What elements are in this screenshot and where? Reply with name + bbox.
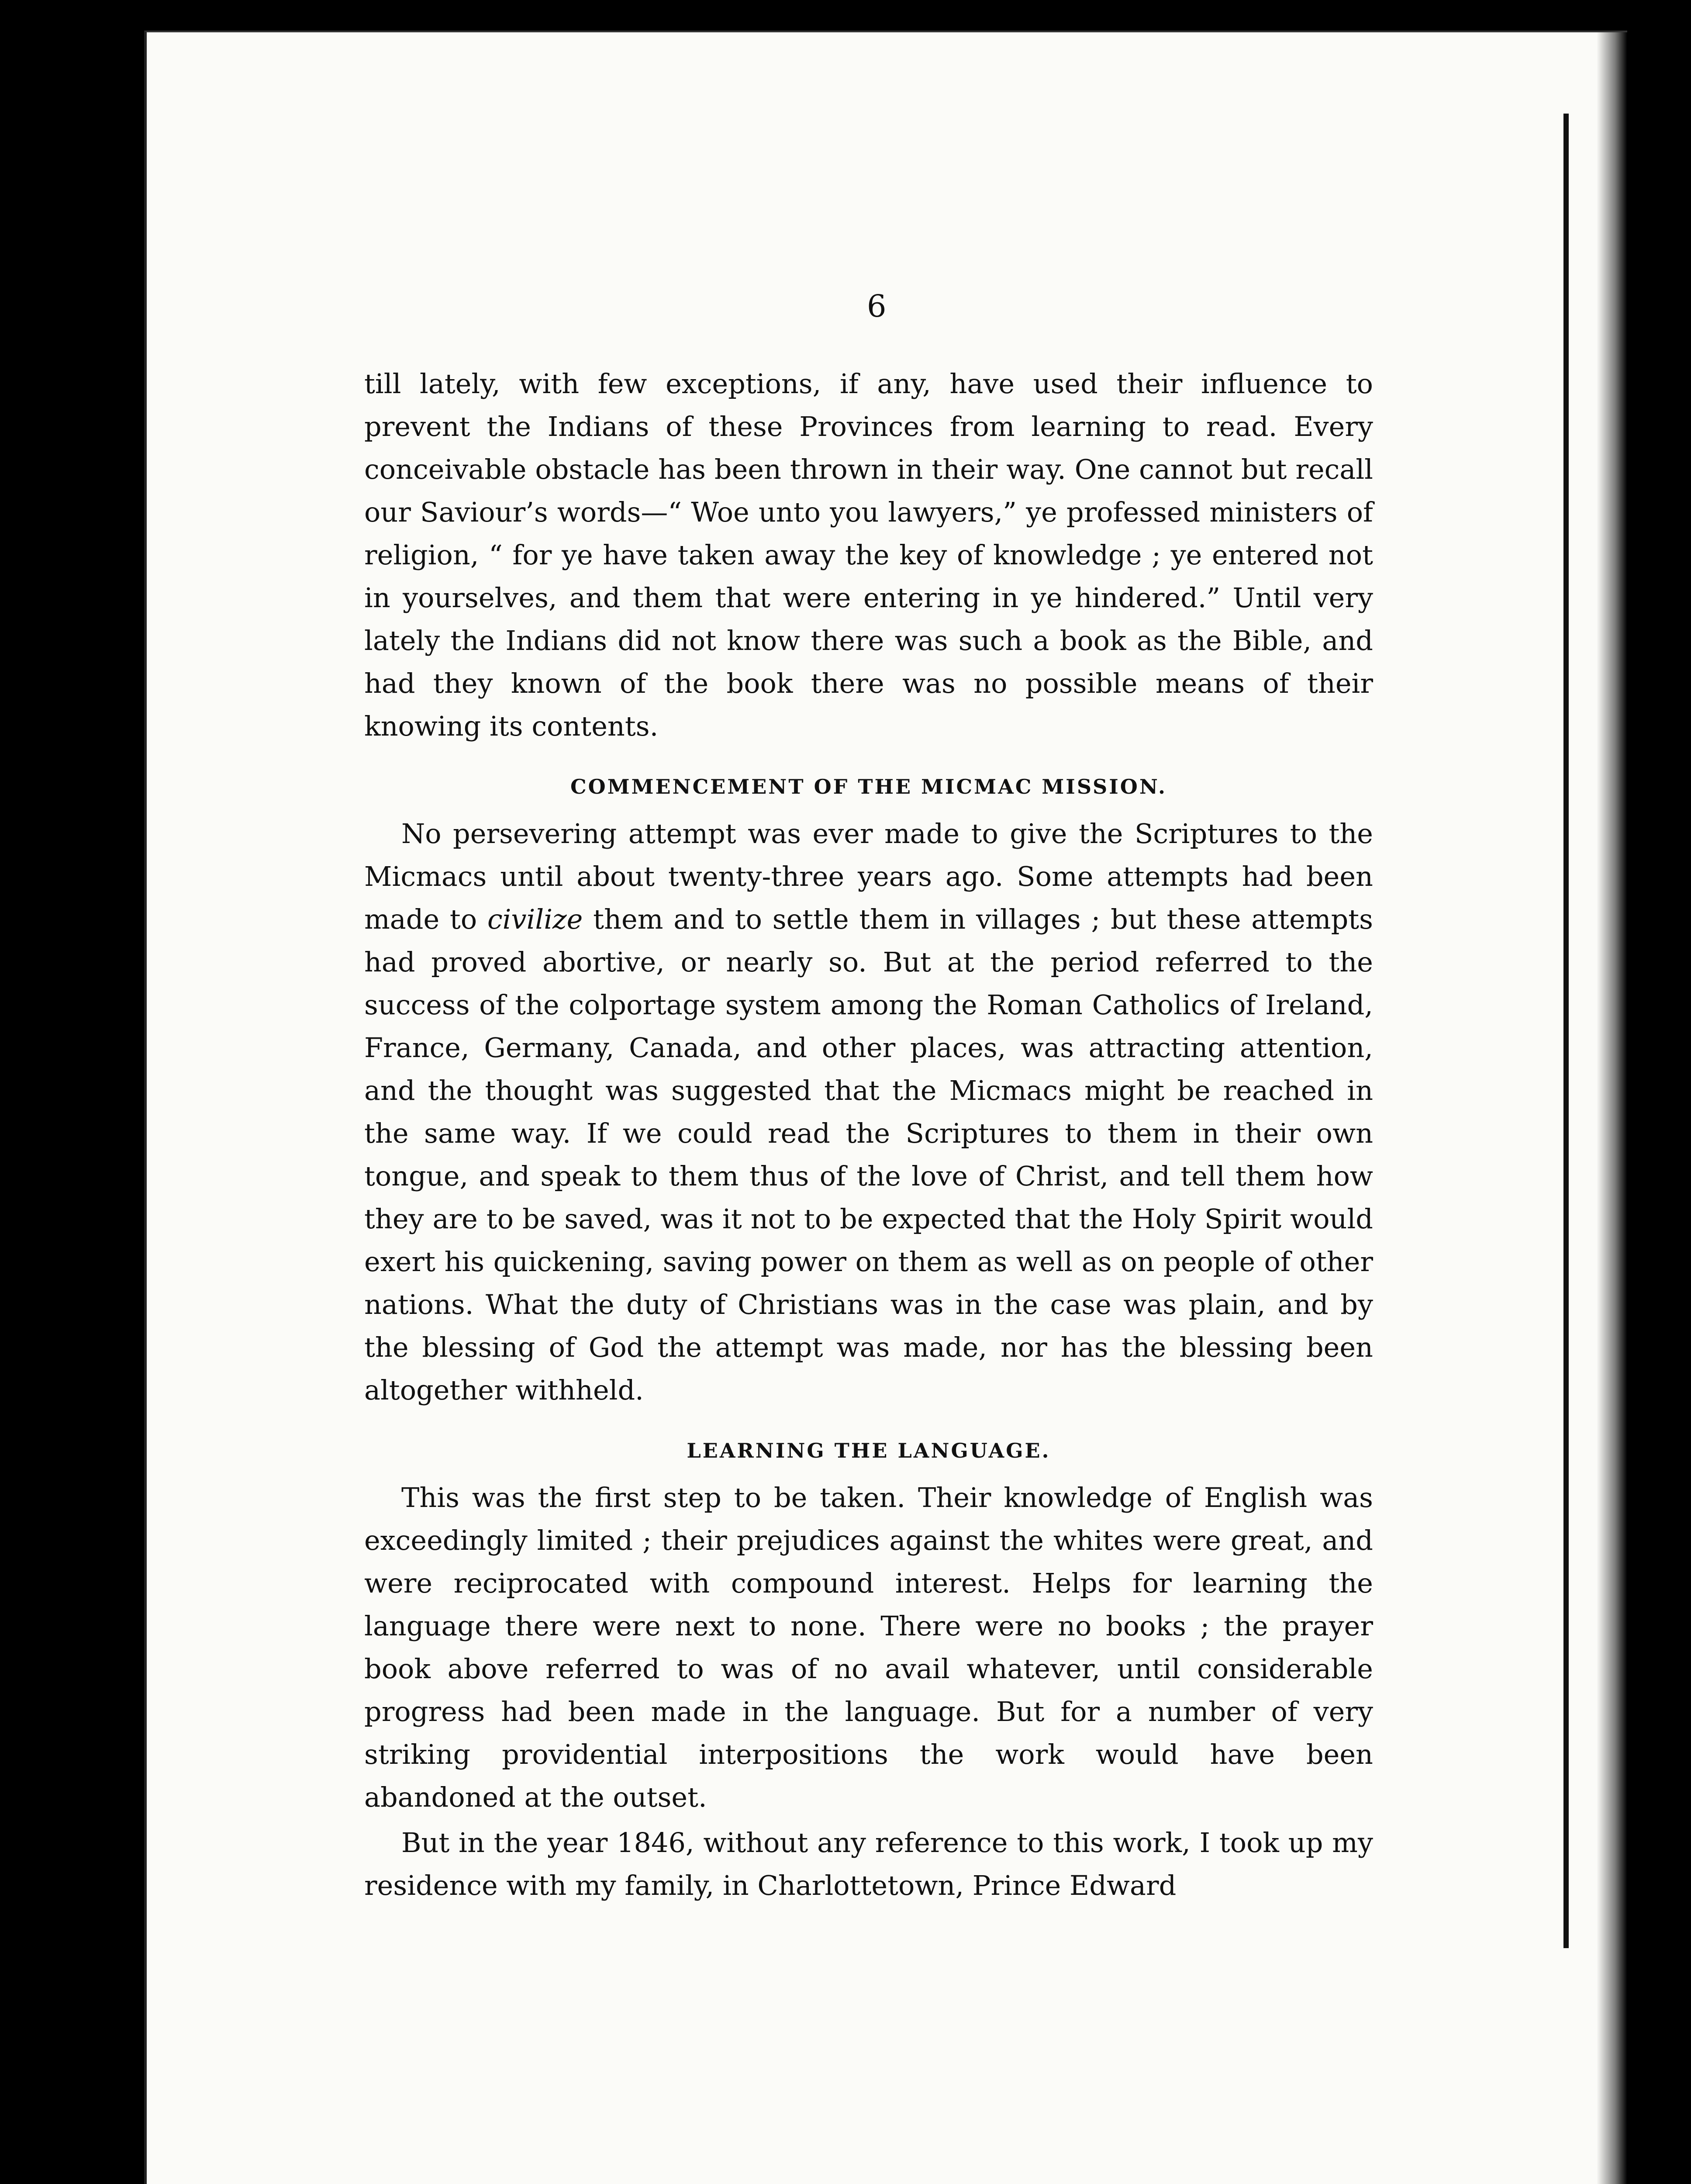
- emphasis-civilize: civilize: [487, 903, 583, 935]
- paragraph-1846: But in the year 1846, without any reference to this work, I took up my residence with my family, in Charlottetown, Prince Edward: [364, 1827, 1373, 1901]
- paragraph-mission: [364, 812, 1373, 1412]
- spine-edge: [1563, 114, 1569, 1948]
- paragraph-continuation: till lately, with few exceptions, if any, have used their influence to prevent the Indians of these Provinces from learning to read. Every conceivable obstacle has been thrown in their way. One cannot but recall our Saviour’s words—“ Woe unto you lawyers,” ye professed ministers of religion, “ for ye have taken away the key of knowledge ; ye entered not in yourselves, and them that were entering in ye hindered.” Until very lately the Indians did not know there was such a book as the Bible, and had they known of the book there was no possible means of their knowing its contents.: [364, 368, 1373, 742]
- spine-shadow: [1597, 32, 1627, 2184]
- section-heading-commencement: COMMENCEMENT OF THE MICMAC MISSION.: [570, 775, 1167, 798]
- body-text: [364, 363, 1373, 1907]
- section-heading-language: LEARNING THE LANGUAGE.: [687, 1439, 1051, 1462]
- page-number: 6: [867, 288, 887, 324]
- paragraph-language: This was the first step to be taken. Their knowledge of English was exceedingly limited ; their prejudices against the whites were great, and were reciprocated with compound interest. Helps for learning the language there were next to none. There were no books ; the prayer book above referred to was of no avail whatever, until considerable progress had been made in the language. But for a number of very striking providential interpositions the work would have been abandoned at the outset.: [364, 1482, 1373, 1813]
- paragraph-mission-part1: No persevering attempt was ever made to give the Scriptures to the Micmacs until about twenty-three years ago. Some attempts had been made to: [364, 818, 1373, 935]
- paragraph-mission-part2: them and to settle them in villages ; but these attempts had proved abortive, or nearly so. But at the period referred to the success of the colportage system among the Roman Catholics of Ireland, France, Germany, Canada, and other places, was attracting attention, and the thought was suggested that the Micmacs might be reached in the same way. If we could read the Scriptures to them in their own tongue, and speak to them thus of the love of Christ, and tell them how they are to be saved, was it not to be expected that the Holy Spirit would exert his quickening, saving power on them as well as on people of other nations. What the duty of Christians was in the case was plain, and by the blessing of God the attempt was made, nor has the blessing been altogether withheld.: [364, 903, 1373, 1406]
